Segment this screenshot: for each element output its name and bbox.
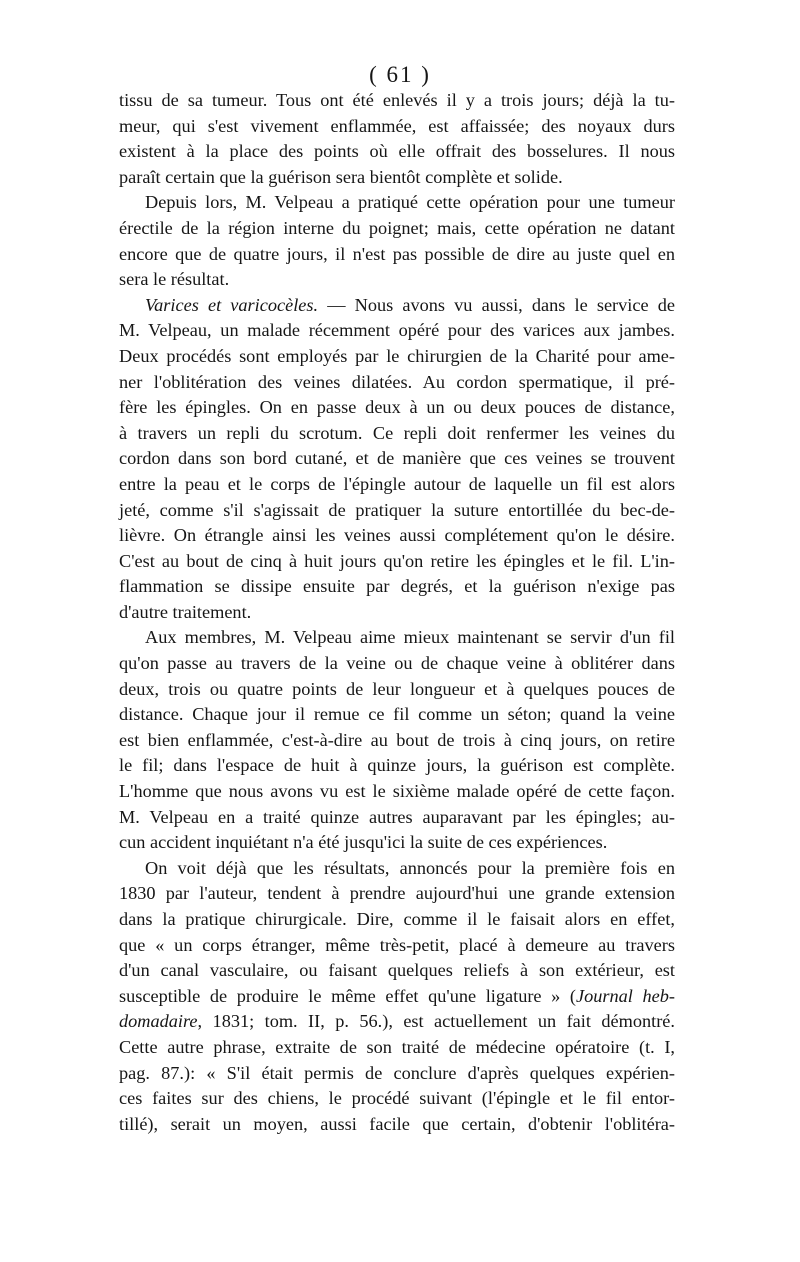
text-line — [119, 88, 675, 114]
text-line — [119, 139, 675, 165]
text-segment: flammation se dissipe ensuite par degrés, et la guérison n'exige pas — [119, 576, 675, 597]
text-line — [119, 856, 675, 882]
text-line — [119, 677, 675, 703]
text-line — [119, 1086, 675, 1112]
text-line — [119, 370, 675, 396]
text-segment: lièvre. On étrangle ainsi les veines aussi complétement qu'on le désire. — [119, 525, 675, 546]
text-line — [119, 472, 675, 498]
text-segment: d'un canal vasculaire, ou faisant quelques reliefs à son extérieur, est — [119, 960, 675, 981]
text-line — [119, 1035, 675, 1061]
text-line — [119, 523, 675, 549]
text-segment: — Nous avons vu aussi, dans le service de — [318, 294, 675, 315]
text-line — [119, 421, 675, 447]
text-line — [119, 933, 675, 959]
text-line — [119, 498, 675, 524]
text-line — [119, 574, 675, 600]
text-segment: M. Velpeau en a traité quinze autres auparavant par les épingles; au- — [119, 806, 675, 827]
text-line — [119, 881, 675, 907]
text-segment: jeté, comme s'il s'agissait de pratiquer la suture entortillée du bec-de- — [119, 499, 675, 520]
text-segment: encore que de quatre jours, il n'est pas possible de dire au juste quel en — [119, 243, 675, 264]
text-segment: Depuis lors, M. Velpeau a pratiqué cette opération pour une tumeur — [145, 192, 675, 213]
page-number: ( 61 ) — [369, 62, 431, 87]
text-line — [119, 344, 675, 370]
text-segment: susceptible de produire le même effet qu'une ligature » ( — [119, 985, 577, 1006]
text-segment: paraît certain que la guérison sera bientôt complète et solide. — [119, 166, 563, 187]
text-segment: C'est au bout de cinq à huit jours qu'on retire les épingles et le fil. L'in- — [119, 550, 675, 571]
text-line — [119, 651, 675, 677]
text-line — [119, 907, 675, 933]
italic-text-segment: Journal heb- — [576, 985, 675, 1006]
text-line — [119, 114, 675, 140]
text-segment: cun accident inquiétant n'a été jusqu'ici la suite de ces expériences. — [119, 832, 608, 853]
text-line — [119, 753, 675, 779]
text-line — [119, 1061, 675, 1087]
text-line — [119, 728, 675, 754]
text-segment: meur, qui s'est vivement enflammée, est affaissée; des noyaux durs — [119, 115, 675, 136]
text-line — [119, 600, 675, 626]
text-line — [119, 165, 675, 191]
text-segment: ces faites sur des chiens, le procédé suivant (l'épingle et le fil entor- — [119, 1088, 675, 1109]
text-line — [119, 318, 675, 344]
text-line — [119, 830, 675, 856]
text-segment: cordon dans son bord cutané, et de manière que ces veines se trouvent — [119, 448, 675, 469]
text-segment: que « un corps étranger, même très-petit, placé à demeure au travers — [119, 934, 675, 955]
text-segment: est bien enflammée, c'est-à-dire au bout de trois à cinq jours, on retire — [119, 729, 675, 750]
text-line — [119, 267, 675, 293]
body-text — [119, 88, 675, 1137]
text-line — [119, 805, 675, 831]
text-segment: L'homme que nous avons vu est le sixième malade opéré de cette façon. — [119, 781, 675, 802]
text-line — [119, 293, 675, 319]
text-line — [119, 216, 675, 242]
italic-text-segment: domadaire — [119, 1011, 198, 1032]
text-line — [119, 1009, 675, 1035]
text-segment: distance. Chaque jour il remue ce fil comme un séton; quand la veine — [119, 704, 675, 725]
text-segment: fère les épingles. On en passe deux à un ou deux pouces de distance, — [119, 397, 675, 418]
text-segment: qu'on passe au travers de la veine ou de chaque veine à oblitérer dans — [119, 653, 675, 674]
text-segment: Aux membres, M. Velpeau aime mieux maintenant se servir d'un fil — [145, 627, 675, 648]
text-segment: deux, trois ou quatre points de leur longueur et à quelques pouces de — [119, 678, 675, 699]
text-segment: entre la peau et le corps de l'épingle autour de laquelle un fil est alors — [119, 473, 675, 494]
text-line — [119, 625, 675, 651]
text-line — [119, 984, 675, 1010]
text-segment: Cette autre phrase, extraite de son traité de médecine opératoire (t. I, — [119, 1036, 675, 1057]
text-segment: On voit déjà que les résultats, annoncés pour la première fois en — [145, 857, 675, 878]
text-segment: M. Velpeau, un malade récemment opéré pour des varices aux jambes. — [119, 320, 675, 341]
text-segment: 1830 par l'auteur, tendent à prendre aujourd'hui une grande extension — [119, 883, 675, 904]
text-line — [119, 242, 675, 268]
italic-text-segment: Varices et varicocèles. — [145, 294, 319, 315]
text-segment: d'autre traitement. — [119, 601, 252, 622]
text-line — [119, 779, 675, 805]
text-line — [119, 446, 675, 472]
text-segment: érectile de la région interne du poignet; mais, cette opération ne datant — [119, 217, 675, 238]
text-segment: le fil; dans l'espace de huit à quinze jours, la guérison est complète. — [119, 755, 675, 776]
text-segment: ner l'oblitération des veines dilatées. Au cordon spermatique, il pré- — [119, 371, 675, 392]
text-segment: à travers un repli du scrotum. Ce repli doit renfermer les veines du — [119, 422, 675, 443]
text-line — [119, 702, 675, 728]
text-segment: existent à la place des points où elle offrait des bosselures. Il nous — [119, 141, 675, 162]
text-segment: tissu de sa tumeur. Tous ont été enlevés il y a trois jours; déjà la tu- — [119, 90, 675, 110]
text-segment: , 1831; tom. II, p. 56.), est actuellement un fait démontré. — [197, 1011, 675, 1032]
text-segment: sera le résultat. — [119, 269, 230, 290]
text-segment: pag. 87.): « S'il était permis de conclure d'après quelques expérien- — [119, 1062, 675, 1083]
text-segment: Deux procédés sont employés par le chirurgien de la Charité pour ame- — [119, 345, 675, 366]
text-line — [119, 1112, 675, 1138]
text-line — [119, 958, 675, 984]
text-segment: tillé), serait un moyen, aussi facile que certain, d'obtenir l'oblitéra- — [119, 1113, 675, 1134]
text-line — [119, 549, 675, 575]
text-line — [119, 395, 675, 421]
text-segment: dans la pratique chirurgicale. Dire, comme il le faisait alors en effet, — [119, 909, 675, 929]
text-line — [119, 190, 675, 216]
